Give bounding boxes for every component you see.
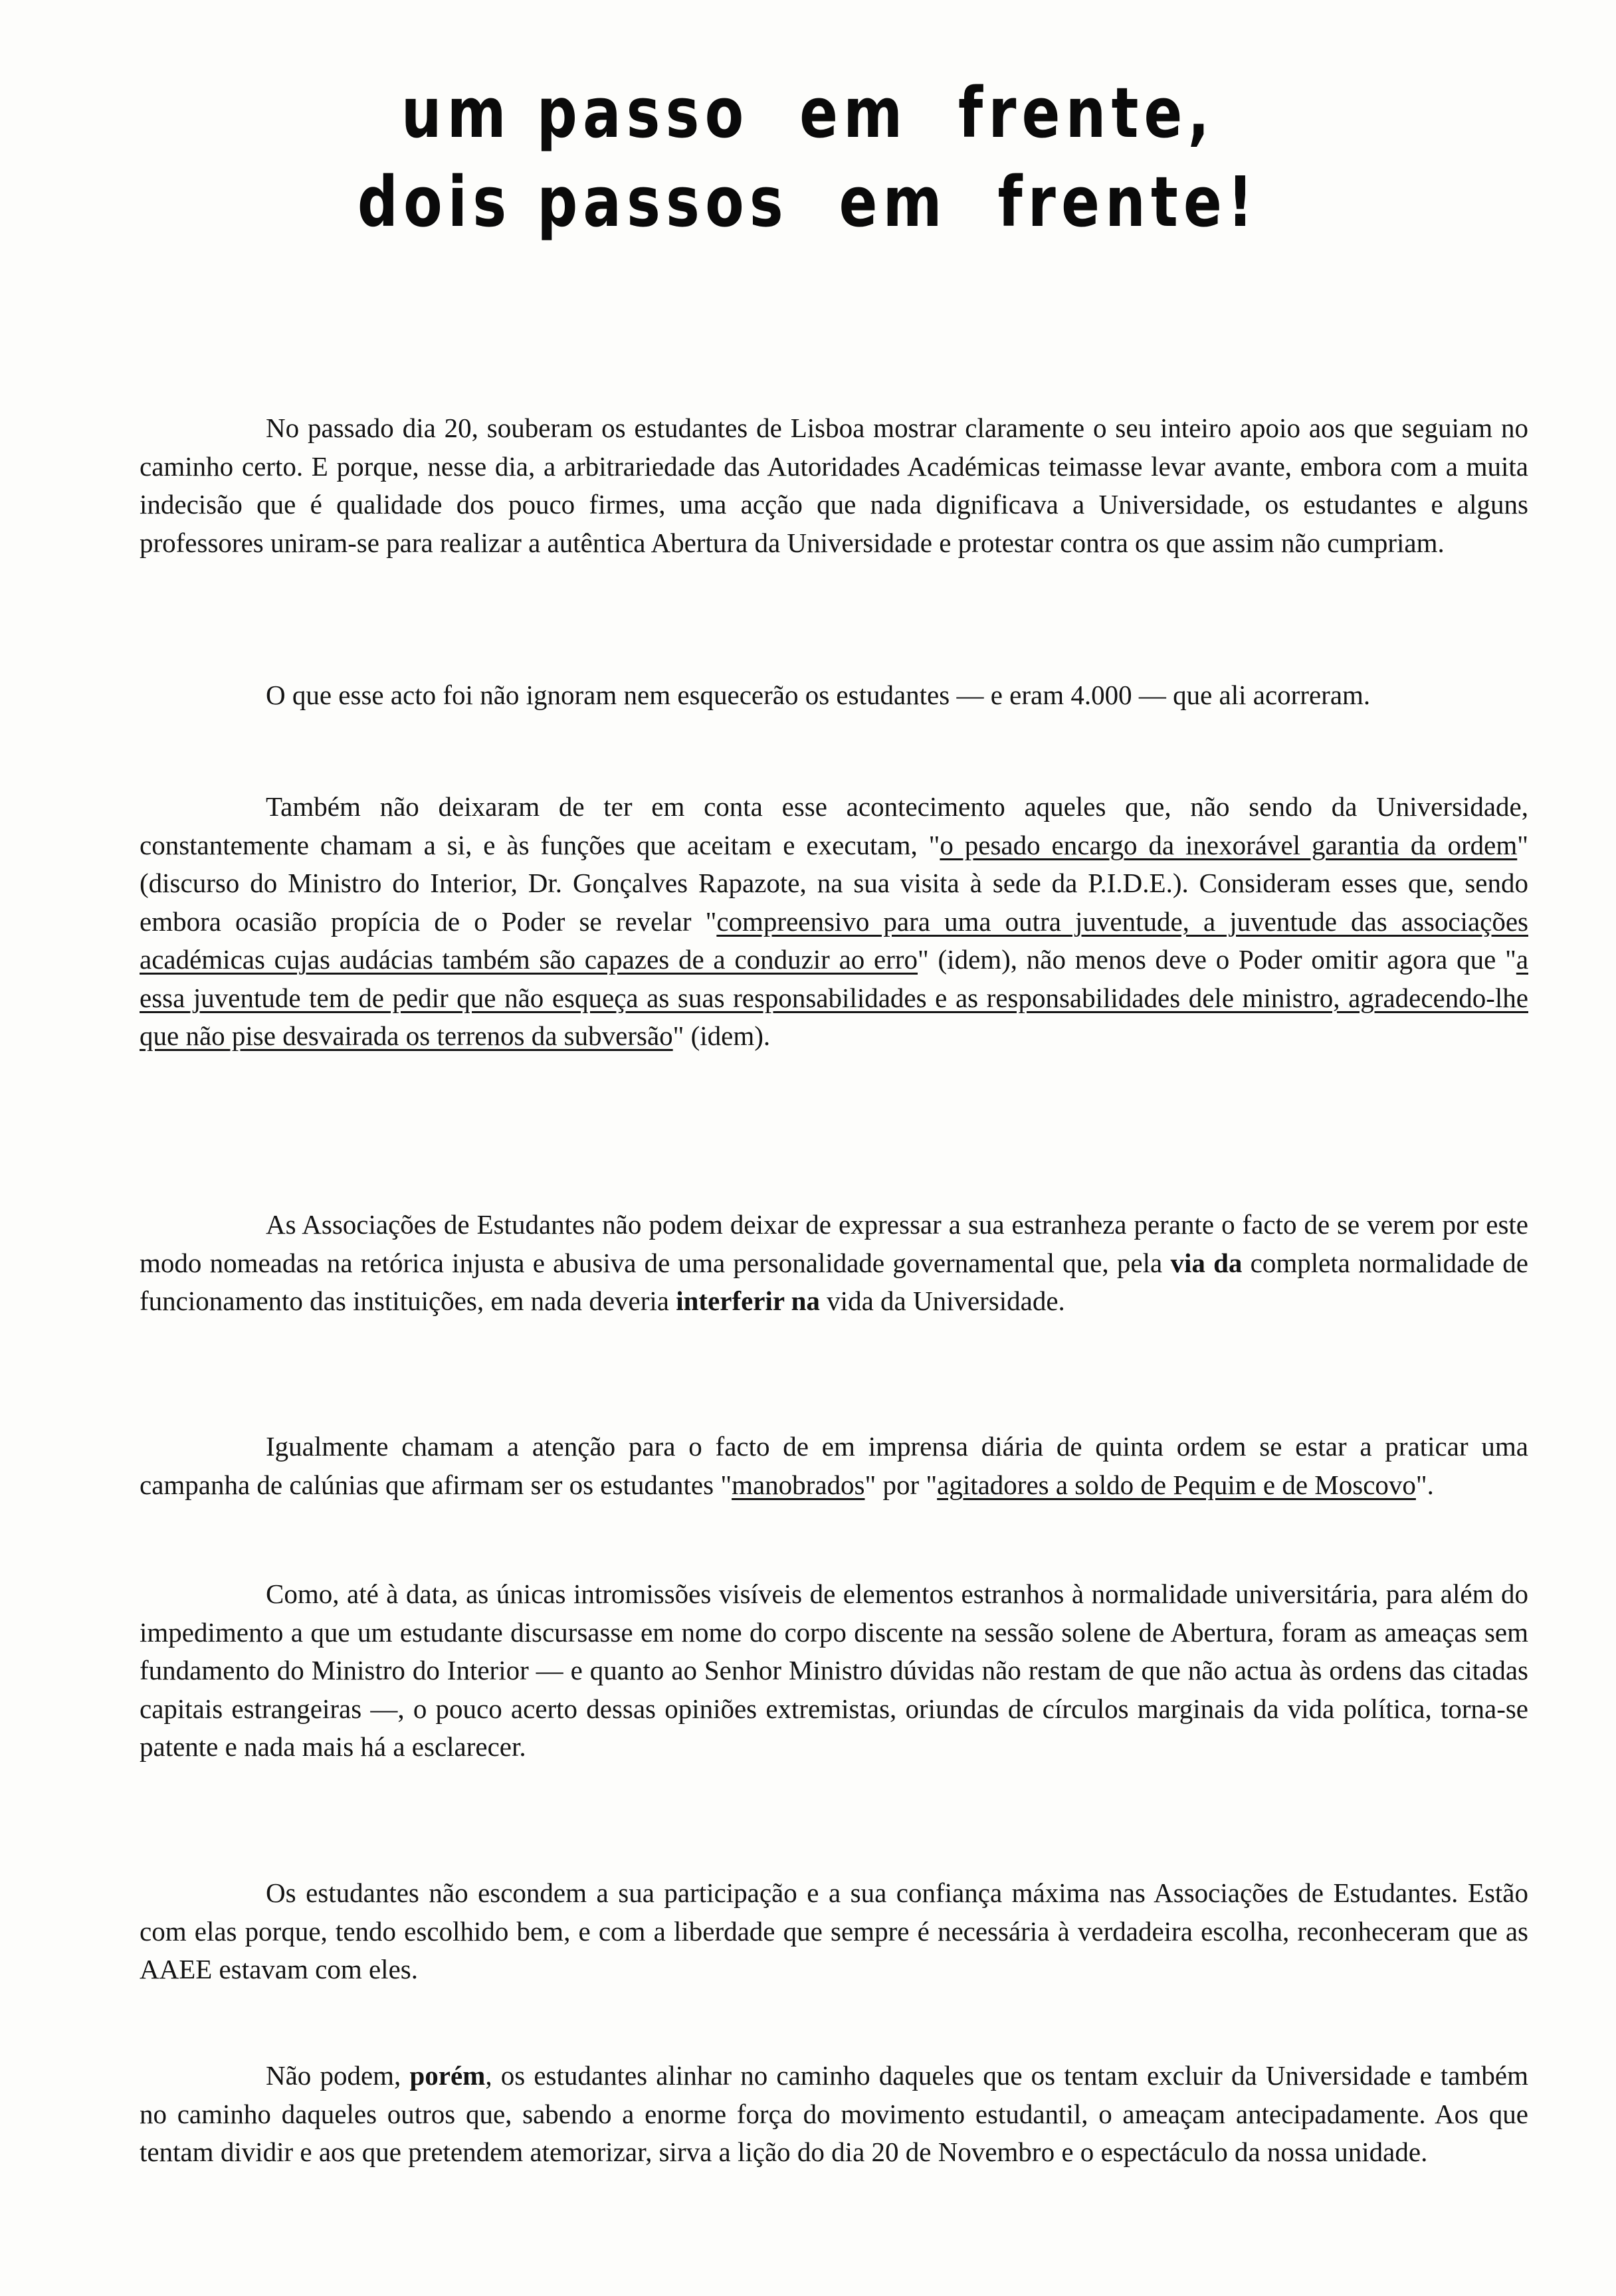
quote-manobrados: manobrados: [732, 1469, 865, 1500]
paragraph-3-text-d: " (idem).: [672, 1020, 771, 1051]
headline-line-2: dois passos em frente!: [357, 161, 1259, 242]
paragraph-4-text-a: As Associações de Estudantes não podem deixar de expressar a sua estranheza perante o facto de se verem por este modo nomeadas na retórica injusta e abusiva de uma personalidade governamental que, pela: [140, 1209, 1528, 1278]
paragraph-3: [140, 788, 1528, 1056]
headline-line-1: um passo em frente,: [401, 72, 1215, 153]
paragraph-6: Como, até à data, as únicas intromissões visíveis de elementos estranhos à normalidade universitária, para além do impedimento a que um estudante discursasse em nome do corpo discente na sessão solene de Abertura, foram as ameaças sem fundamento do Ministro do Interior — e quanto ao Senhor Ministro dúvidas não restam de que não actua às ordens das citadas capitais estrangeiras —, o pouco acerto dessas opiniões extremistas, oriundas de círculos marginais da vida política, torna-se patente e nada mais há a esclarecer.: [140, 1578, 1528, 1762]
paragraph-4-bold-via: via da: [1170, 1247, 1243, 1278]
paragraph-8-text-b: , os estudantes alinhar no caminho daqueles que os tentam excluir da Universidade e também no caminho daqueles outros que, sabendo a enorme força do movimento estudantil, o ameaçam antecipadamente. Aos que tentam dividir e aos que pretendem atemorizar, sirva a lição do dia 20 de Novembro e o espectáculo da nossa unidade.: [140, 2060, 1528, 2167]
paragraph-5-text-a: Igualmente chamam a atenção para o facto de em imprensa diária de quinta ordem se estar a praticar uma campanha de calúnias que afirmam ser os estudantes ": [140, 1431, 1528, 1500]
paragraph-8: [140, 2057, 1528, 2172]
paragraph-3-text-a: Também não deixaram de ter em conta esse acontecimento aqueles que, não sendo da Universidade, constantemente chamam a si, e às funções que aceitam e executam, ": [140, 791, 1528, 860]
quote-agitadores: agitadores a soldo de Pequim e de Moscovo: [937, 1469, 1416, 1500]
quote-ordem: o pesado encargo da inexorável garantia da ordem: [940, 829, 1518, 860]
quote-juventude: compreensivo para uma outra juventude, a juventude das associações académicas cujas audácias também são capazes de a conduzir ao erro: [140, 906, 1528, 975]
paragraph-1: No passado dia 20, souberam os estudantes de Lisboa mostrar claramente o seu inteiro apoio aos que seguiam no caminho certo. E porque, nesse dia, a arbitrariedade das Autoridades Académicas teimasse levar avante, embora com a muita indecisão que é qualidade dos pouco firmes, uma acção que nada dignificava a Universidade, os estudantes e alguns professores uniram-se para realizar a autêntica Abertura da Universidade e protestar contra os que assim não cumpriam.: [140, 413, 1528, 558]
paragraph-5-text-b: " por ": [864, 1469, 938, 1500]
quote-responsabilidades: a essa juventude tem de pedir que não esqueça as suas responsabilidades e as responsabilidades dele ministro, agradecendo-lhe que não pise desvairada os terrenos da subversão: [140, 944, 1529, 1051]
paragraph-5: [140, 1428, 1528, 1504]
paragraph-4-text-c: vida da Universidade.: [819, 1286, 1065, 1316]
paragraph-8-bold-porem: porém: [409, 2060, 486, 2091]
paragraph-7: Os estudantes não escondem a sua participação e a sua confiança máxima nas Associações de Estudantes. Estão com elas porque, tendo escolhido bem, e com a liberdade que sempre é necessária à verdadeira escolha, reconheceram que as AAEE estavam com eles.: [140, 1877, 1528, 1984]
paragraph-3-text-c: " (idem), não menos deve o Poder omitir agora que ": [918, 944, 1516, 975]
paragraph-8-text-a: Não podem,: [266, 2060, 410, 2091]
paragraph-3-text-b: " (discurso do Ministro do Interior, Dr. Gonçalves Rapazote, na sua visita à sede da P.I.D.E.). Consideram esses que, sendo embora ocasião propícia de o Poder se revelar ": [140, 829, 1528, 937]
paragraph-4-bold-interferir: interferir na: [676, 1286, 820, 1316]
paragraph-5-text-c: ".: [1415, 1469, 1434, 1500]
paragraph-4: [140, 1206, 1528, 1321]
paragraph-4-text-b: completa normalidade de funcionamento das instituições, em nada deveria: [140, 1247, 1528, 1316]
paragraph-2: O que esse acto foi não ignoram nem esquecerão os estudantes — e eram 4.000 — que ali acorreram.: [266, 680, 1371, 710]
